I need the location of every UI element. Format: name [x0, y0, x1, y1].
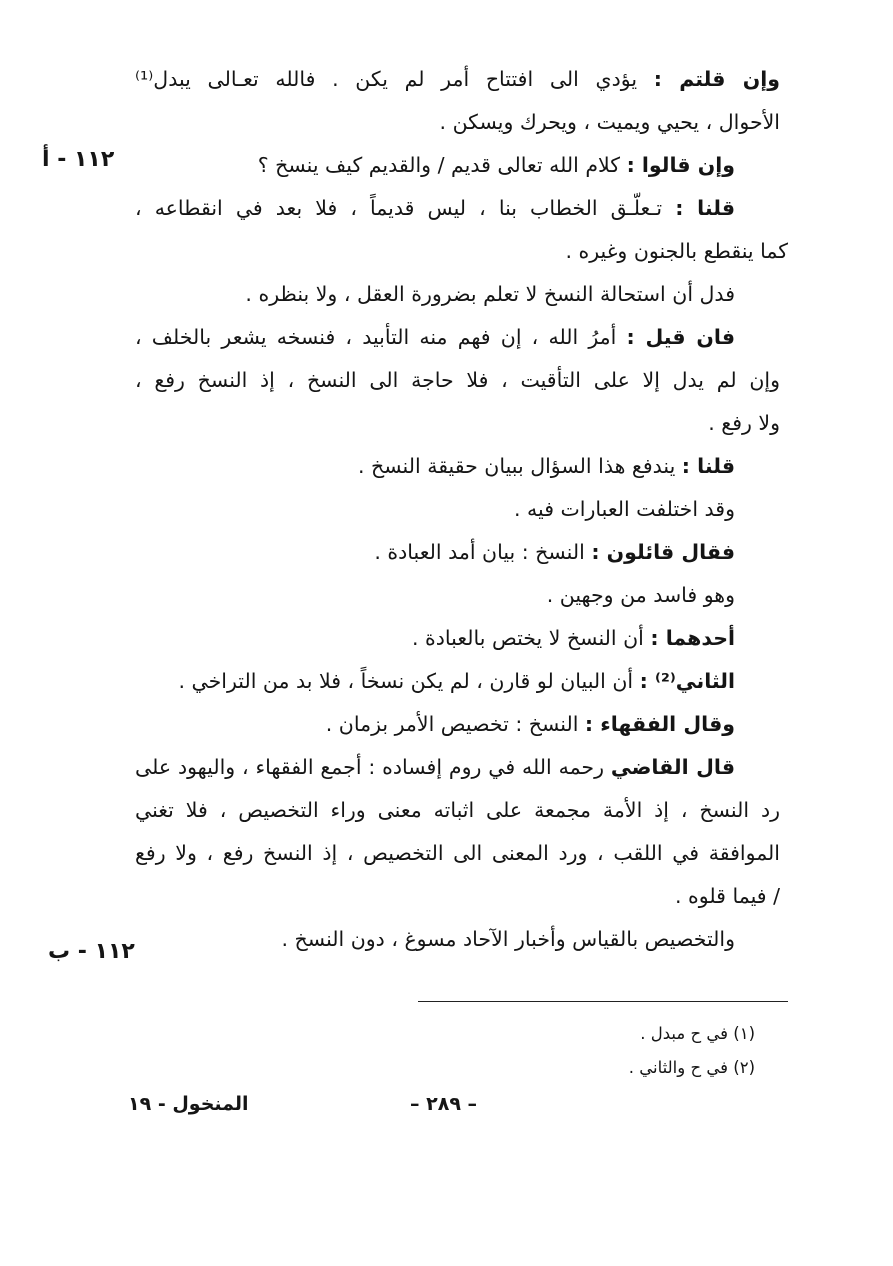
line-lead: فقال قائلون : — [591, 540, 735, 564]
margin-note-112b: ١١٢ - ب — [48, 939, 135, 964]
line-lead: فان قيل : — [626, 325, 735, 349]
line-text: أمرُ الله ، إن فهم منه التأبيد ، فنسخه يشعر بالخلف ، — [135, 325, 627, 349]
line-text: ولا رفع . — [708, 411, 780, 435]
text-line — [135, 273, 780, 316]
page-number: – ٢٨٩ – — [410, 1093, 478, 1115]
line-text: كلام الله تعالى قديم / والقديم كيف ينسخ ؟ — [257, 153, 627, 177]
line-text: تـعلّـق الخطاب بنا ، ليس قديماً ، فلا بعد في انقطاعه ، — [135, 196, 676, 220]
line-text: وهو فاسد من وجهين . — [546, 583, 735, 607]
line-lead: الثاني⁽²⁾ : — [639, 669, 735, 693]
text-line — [135, 531, 780, 574]
text-line — [135, 746, 780, 789]
main-text — [135, 58, 788, 961]
text-line — [135, 918, 780, 961]
line-text: والتخصيص بالقياس وأخبار الآحاد مسوغ ، دون النسخ . — [281, 927, 735, 951]
line-text: النسخ : بيان أمد العبادة . — [374, 540, 592, 564]
line-lead: قال القاضي — [610, 755, 735, 779]
line-lead: وإن قالوا : — [626, 153, 735, 177]
text-line — [135, 402, 780, 445]
line-text: كما ينقطع بالجنون وغيره . — [565, 239, 788, 263]
line-lead: قلنا : — [681, 454, 735, 478]
text-line — [135, 617, 780, 660]
text-line — [135, 58, 780, 101]
line-text: أن النسخ لا يختص بالعبادة . — [412, 626, 651, 650]
line-text: أن البيان لو قارن ، لم يكن نسخاً ، فلا بد من التراخي . — [178, 669, 640, 693]
text-line — [135, 832, 780, 875]
text-line — [135, 488, 780, 531]
book-signature: المنخول - ١٩ — [128, 1093, 249, 1115]
text-line — [135, 230, 788, 273]
text-line — [135, 316, 780, 359]
line-lead: وقال الفقهاء : — [584, 712, 735, 736]
line-text: يؤدي الى افتتاح أمر لم يكن . فالله تعـالى يبدل⁽¹⁾ — [135, 67, 654, 91]
footnote-2: (٢) في ح والثاني . — [628, 1058, 755, 1077]
text-line — [135, 187, 780, 230]
line-lead: أحدهما : — [650, 626, 735, 650]
line-text: / فيما قلوه . — [675, 884, 780, 908]
line-lead: وإن قلتم : — [653, 67, 780, 91]
text-line — [135, 101, 780, 144]
line-text: يندفع هذا السؤال ببيان حقيقة النسخ . — [358, 454, 682, 478]
line-lead: قلنا : — [675, 196, 735, 220]
text-line — [135, 789, 780, 832]
text-line — [135, 144, 780, 187]
line-text: وقد اختلفت العبارات فيه . — [513, 497, 735, 521]
line-text: الأحوال ، يحيي ويميت ، ويحرك ويسكن . — [439, 110, 780, 134]
line-text: الموافقة في اللقب ، ورد المعنى الى التخصيص ، إذ النسخ رفع ، ولا رفع — [135, 841, 780, 865]
line-text: رد النسخ ، إذ الأمة مجمعة على اثباته معنى وراء التخصيص ، فلا تغني — [135, 798, 780, 822]
footnote-divider — [418, 1001, 788, 1002]
text-line — [135, 359, 780, 402]
footnotes — [629, 1017, 755, 1085]
line-text: فدل أن استحالة النسخ لا تعلم بضرورة العقل ، ولا بنظره . — [245, 282, 735, 306]
text-line — [135, 445, 780, 488]
line-text: وإن لم يدل إلا على التأقيت ، فلا حاجة الى النسخ ، إذ النسخ رفع ، — [135, 368, 780, 392]
text-line — [135, 703, 780, 746]
line-text: رحمه الله في روم إفساده : أجمع الفقهاء ، واليهود على — [135, 755, 611, 779]
text-line — [135, 574, 780, 617]
margin-note-112a: ١١٢ - أ — [42, 147, 115, 172]
footnote-1: (١) في ح مبدل . — [640, 1024, 755, 1043]
text-line — [135, 875, 780, 918]
text-line — [135, 660, 780, 703]
line-text: النسخ : تخصيص الأمر بزمان . — [325, 712, 585, 736]
